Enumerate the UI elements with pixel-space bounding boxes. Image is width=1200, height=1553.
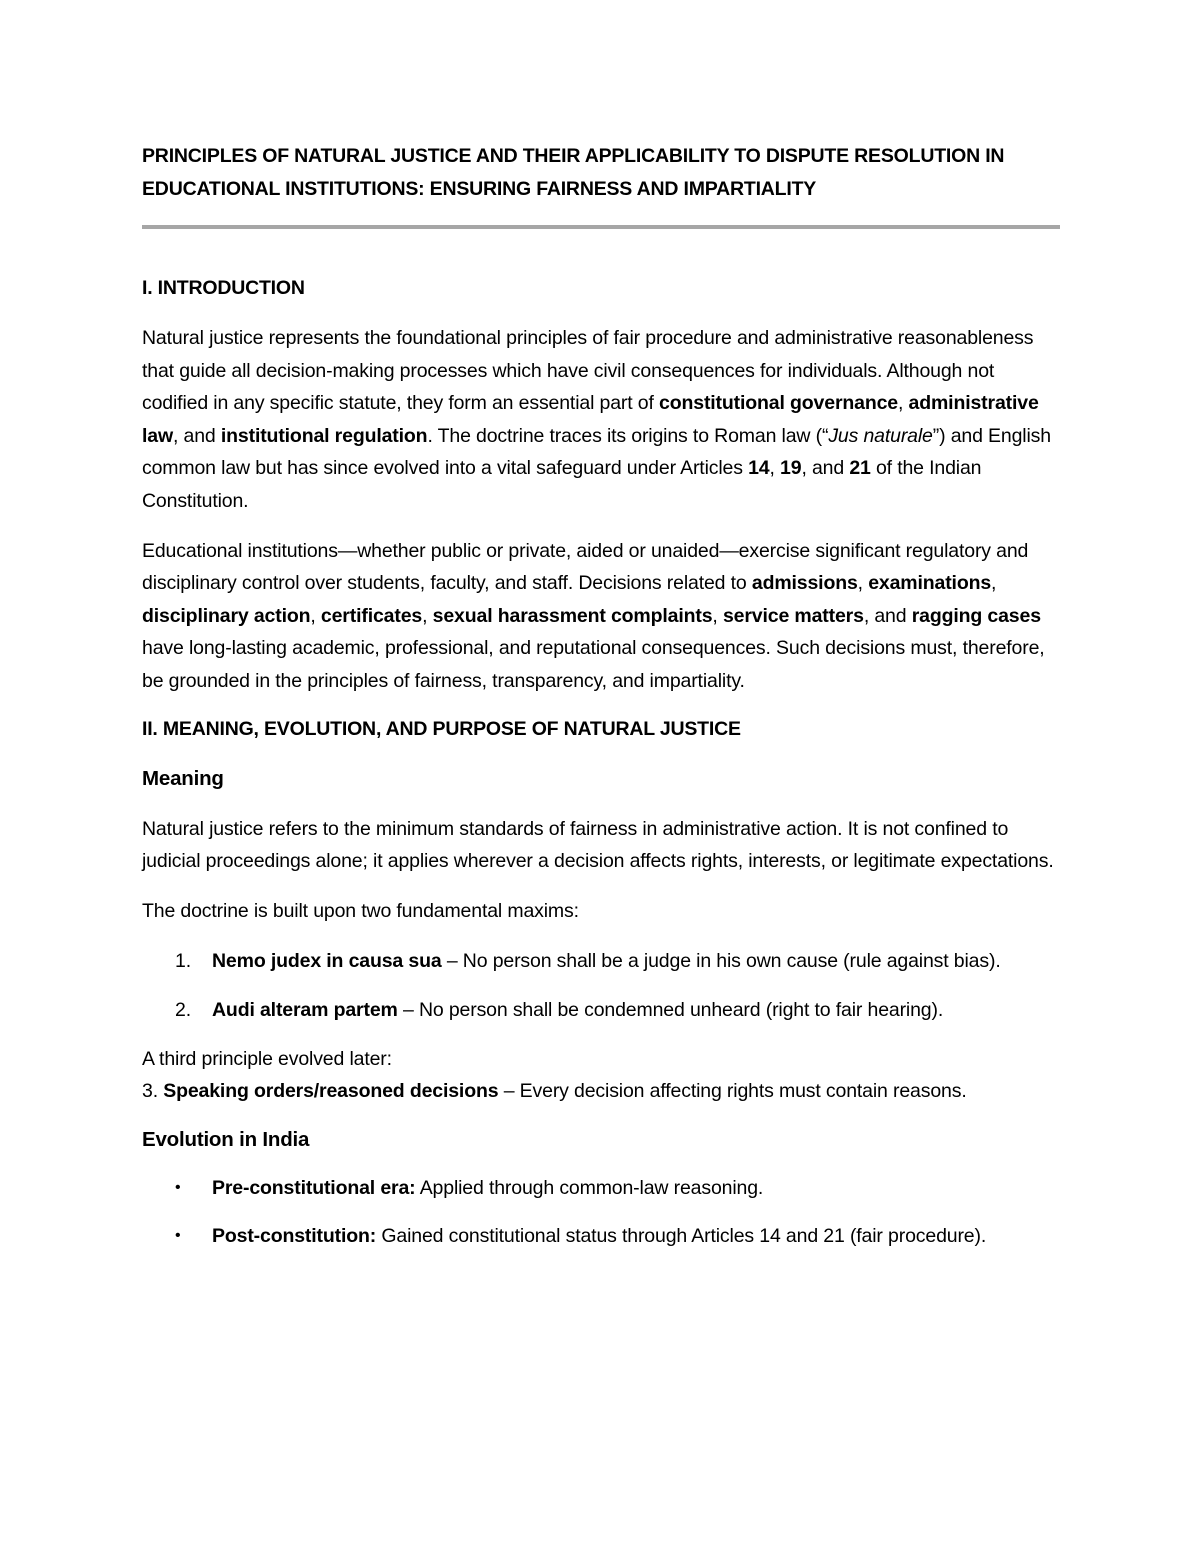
meaning-paragraph: Natural justice refers to the minimum standards of fairness in administrative action. It is not confined to judicial proceedings alone; it applies wherever a decision affects rights, interests, or legitimate expectations. [142,817,1054,873]
maxims-intro: The doctrine is built upon two fundamental maxims: [142,899,579,922]
intro-paragraph-2: Educational institutions—whether public or private, aided or unaided—exercise significant regulatory and disciplinary control over students, faculty, and staff. Decisions related to admissions, examinations, disciplinary action, certificates, sexual harassment complaints, service matters, and ragging cases have long-lasting academic, professional, and reputational consequences. Such decisions must, therefore, be grounded in the principles of fairness, transparency, and impartiality. [142,539,1045,692]
section-heading-meaning-evolution: II. MEANING, EVOLUTION, AND PURPOSE OF NATURAL JUSTICE [142,717,741,740]
evolution-term: Pre-constitutional era: [212,1176,416,1199]
maxim-description: – No person shall be condemned unheard (right to fair hearing). [397,998,944,1021]
list-number: 2. [175,998,191,1021]
subheading-meaning: Meaning [142,766,224,790]
evolution-description: Gained constitutional status through Articles 14 and 21 (fair procedure). [376,1225,987,1248]
evolution-list [142,1172,1062,1253]
list-item [142,1220,1062,1253]
third-principle-term: Speaking orders/reasoned decisions [163,1080,499,1103]
third-principle-paragraph: A third principle evolved later: 3. Speaking orders/reasoned decisions – Every decision affecting rights must contain reasons. [142,1047,967,1103]
section-heading-introduction: I. INTRODUCTION [142,277,305,299]
maxim-term: Nemo judex in causa sua [212,950,442,973]
subheading-evolution-in-india: Evolution in India [142,1127,310,1151]
list-item [142,1172,1062,1205]
evolution-term: Post-constitution: [212,1225,377,1248]
title-line-1: PRINCIPLES OF NATURAL JUSTICE AND THEIR APPLICABILITY TO DISPUTE RESOLUTION IN [142,145,1005,167]
bullet-icon: • [175,1227,181,1245]
document-title [142,140,1062,206]
list-number: 1. [175,950,191,973]
document-body [142,140,1062,1253]
list-item [142,945,1062,978]
third-principle-intro: A third principle evolved later: [142,1047,392,1070]
list-item [142,994,1062,1027]
maxims-list [142,945,1062,1026]
title-divider [142,225,1060,229]
evolution-description: Applied through common-law reasoning. [415,1176,764,1199]
bullet-icon: • [175,1178,181,1196]
maxim-description: – No person shall be a judge in his own cause (rule against bias). [441,950,1001,973]
intro-paragraph-1: Natural justice represents the foundational principles of fair procedure and administrative reasonableness that guide all decision-making processes which have civil consequences for individuals. Although not codified in any specific statute, they form an essential part of constitutional governance, administrative law, and institutional regulation. The doctrine traces its origins to Roman law (“Jus naturale”) and English common law but has since evolved into a vital safeguard under Articles 14, 19, and 21 of the Indian Constitution. [142,327,1051,512]
maxim-term: Audi alteram partem [212,998,398,1021]
title-line-2: EDUCATIONAL INSTITUTIONS: ENSURING FAIRNESS AND IMPARTIALITY [142,178,817,200]
